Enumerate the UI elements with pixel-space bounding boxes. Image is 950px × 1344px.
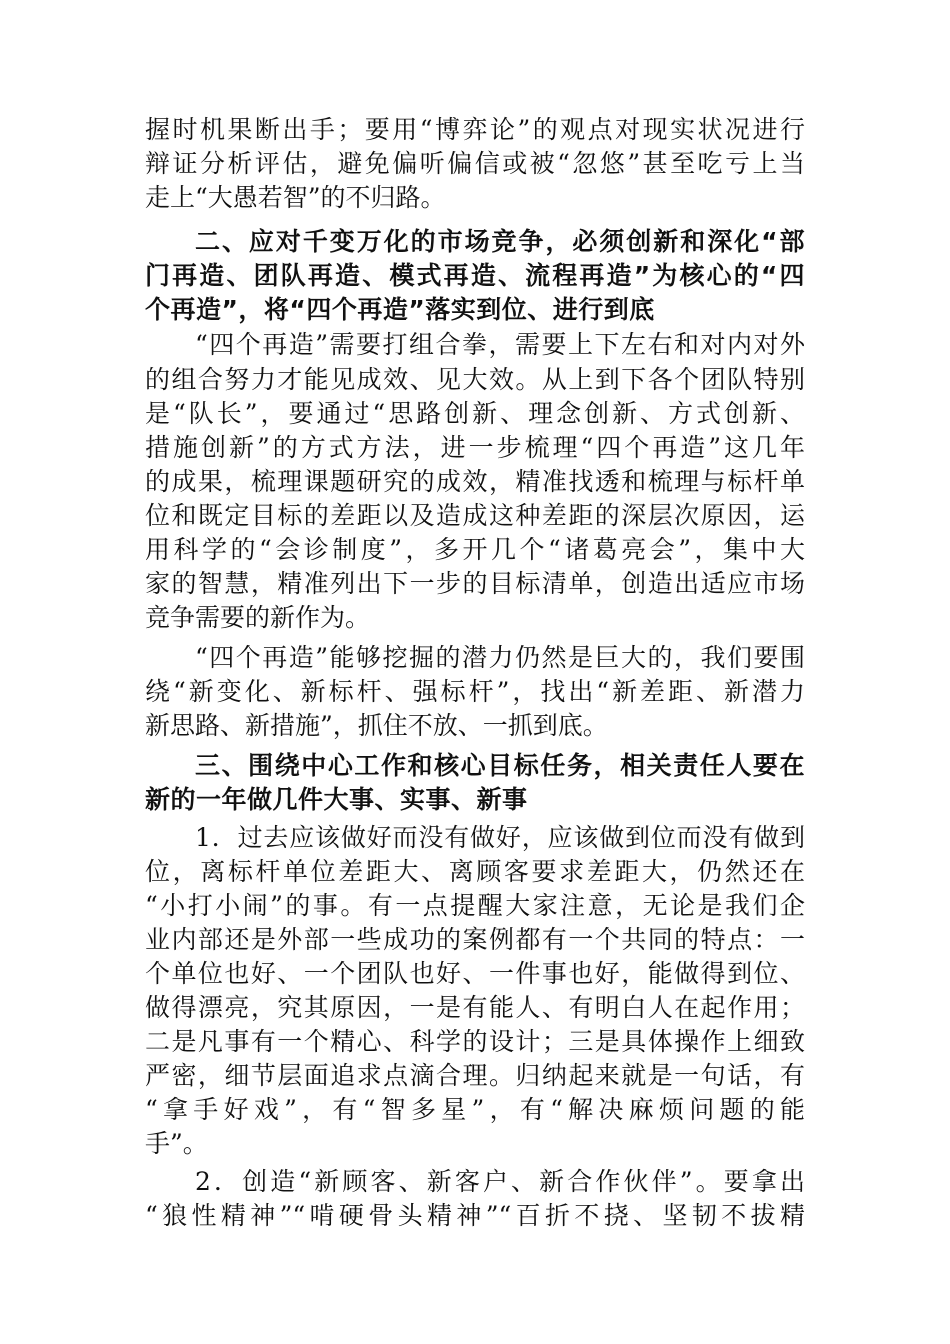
paragraph-line: 1．过去应该做好而没有做好，应该做到位而没有做到 xyxy=(195,823,805,852)
paragraph-line: 手”。 xyxy=(145,1129,208,1158)
paragraph-line: 用科学的“会诊制度”，多开几个“诸葛亮会”，集中大 xyxy=(145,535,805,564)
paragraph-line: 新思路、新措施”，抓住不放、一抓到底。 xyxy=(145,711,608,740)
paragraph-line: 措施创新”的方式方法，进一步梳理“四个再造”这几年 xyxy=(145,433,805,462)
paragraph-line: 做得漂亮，究其原因，一是有能人、有明白人在起作用； xyxy=(145,993,805,1022)
paragraph-line: 的组合努力才能见成效、见大效。从上到下各个团队特别 xyxy=(145,365,805,394)
paragraph-line: “四个再造”需要打组合拳，需要上下左右和对内对外 xyxy=(195,330,805,359)
section-heading-2: 个再造”，将“四个再造”落实到位、进行到底 xyxy=(145,295,655,324)
paragraph-line: 家的智慧，精准列出下一步的目标清单，创造出适应市场 xyxy=(145,569,805,598)
text-line: 握时机果断出手；要用“博弈论”的观点对现实状况进行 xyxy=(145,115,805,144)
paragraph-line: 位和既定目标的差距以及造成这种差距的深层次原因，运 xyxy=(145,501,805,530)
paragraph-line: 绕“新变化、新标杆、强标杆”，找出“新差距、新潜力 xyxy=(145,677,805,706)
paragraph-line: “狼性精神”“啃硬骨头精神”“百折不挠、坚韧不拔精 xyxy=(145,1201,805,1230)
paragraph-line: 是“队长”，要通过“思路创新、理念创新、方式创新、 xyxy=(145,399,805,428)
section-heading-2: 门再造、团队再造、模式再造、流程再造”为核心的“四 xyxy=(145,261,805,290)
text-line: 辩证分析评估，避免偏听偏信或被“忽悠”甚至吃亏上当 xyxy=(145,149,805,178)
paragraph-line: “四个再造”能够挖掘的潜力仍然是巨大的，我们要围 xyxy=(195,643,805,672)
paragraph-line: 位，离标杆单位差距大、离顾客要求差距大，仍然还在 xyxy=(145,857,805,886)
paragraph-line: 的成果，梳理课题研究的成效，精准找透和梳理与标杆单 xyxy=(145,467,805,496)
paragraph-line: 竞争需要的新作为。 xyxy=(145,603,371,632)
paragraph-line: 二是凡事有一个精心、科学的设计；三是具体操作上细致 xyxy=(145,1027,805,1056)
section-heading-2: 二、应对千变万化的市场竞争，必须创新和深化“部 xyxy=(195,227,805,256)
text-line: 走上“大愚若智”的不归路。 xyxy=(145,183,446,212)
paragraph-line: “小打小闹”的事。有一点提醒大家注意，无论是我们企 xyxy=(145,891,805,920)
paragraph-line: 业内部还是外部一些成功的案例都有一个共同的特点：一 xyxy=(145,925,805,954)
section-heading-3: 三、围绕中心工作和核心目标任务，相关责任人要在 xyxy=(195,751,805,780)
paragraph-line: 个单位也好、一个团队也好、一件事也好，能做得到位、 xyxy=(145,959,805,988)
paragraph-line: “拿手好戏”，有“智多星”，有“解决麻烦问题的能 xyxy=(145,1095,805,1124)
section-heading-3: 新的一年做几件大事、实事、新事 xyxy=(145,785,528,814)
paragraph-line: 2．创造“新顾客、新客户、新合作伙伴”。要拿出 xyxy=(195,1167,805,1196)
paragraph-line: 严密，细节层面追求点滴合理。归纳起来就是一句话，有 xyxy=(145,1061,805,1090)
